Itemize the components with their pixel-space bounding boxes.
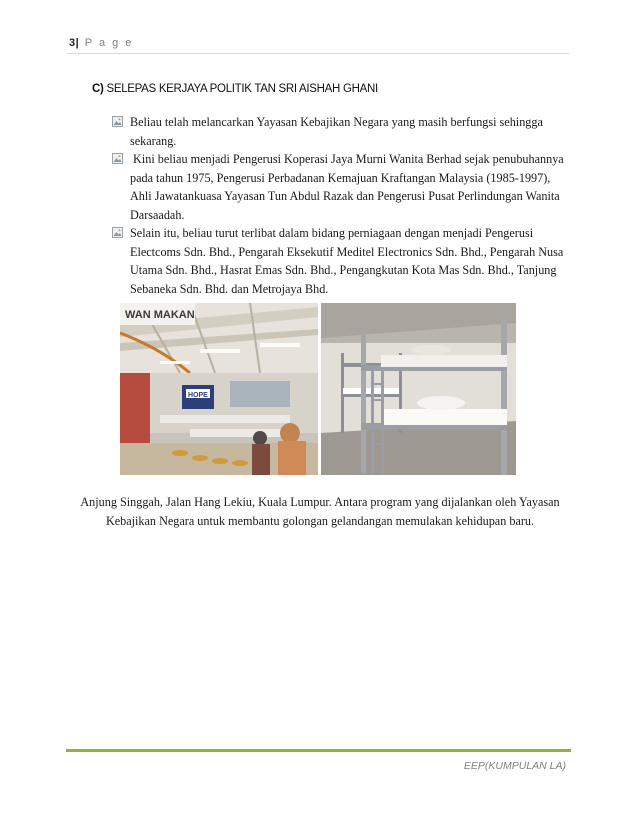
bullet-text: Beliau telah melancarkan Yayasan Kebajikan Negara yang masih berfungsi sehingga sekarang.	[130, 115, 543, 148]
header-divider	[67, 53, 569, 54]
bullet-text: Selain itu, beliau turut terlibat dalam bidang perniagaan dengan menjadi Pengerusi Electcoms Sdn. Bhd., Pengarah Eksekutif Meditel Electronics Sdn. Bhd., Pengarah Nusa Utama Sdn. Bhd., Hasrat Emas Sdn. Bhd., Pengangkutan Kota Mas Sdn. Bhd., Tanjung Sebaneka Sdn. Bhd. dan Metrojaya Bhd.	[130, 226, 564, 296]
footer-text: EEP(KUMPULAN LA)	[463, 760, 566, 772]
page-header	[69, 37, 133, 49]
dormitory-photo	[321, 303, 516, 475]
section-heading	[92, 83, 378, 95]
list-item	[110, 150, 572, 224]
photo-caption: Anjung Singgah, Jalan Hang Lekiu, Kuala Lumpur. Antara program yang dijalankan oleh Yayasan Kebajikan Negara untuk membantu golongan gelandangan memulakan kehidupan baru.	[80, 495, 560, 528]
sign-text: WAN MAKAN	[125, 309, 195, 321]
section-title: SELEPAS KERJAYA POLITIK TAN SRI AISHAH GHANI	[106, 83, 378, 95]
footer-divider	[66, 749, 571, 752]
bullet-text: Kini beliau menjadi Pengerusi Koperasi Jaya Murni Wanita Berhad sejak penubuhannya pada tahun 1975, Pengerusi Perbadanan Kemajuan Kraftangan Malaysia (1985-1997), Ahli Jawatankuasa Yayasan Tun Abdul Razak dan Pengerusi Pusat Perlindungan Wanita Darsaadah.	[130, 152, 567, 222]
photo-pair	[120, 303, 516, 475]
image-placeholder-icon	[112, 227, 123, 238]
dining-hall-photo	[120, 303, 318, 475]
image-placeholder-icon	[112, 153, 123, 164]
page-number: 3	[69, 37, 76, 49]
list-item	[110, 113, 572, 150]
header-separator: |	[75, 37, 80, 49]
page-label: P a g e	[84, 37, 134, 49]
poster-text: HOPE	[188, 392, 208, 399]
bullet-list	[110, 113, 572, 298]
list-item	[110, 224, 572, 298]
image-placeholder-icon	[112, 116, 123, 127]
section-letter: C)	[92, 83, 104, 95]
